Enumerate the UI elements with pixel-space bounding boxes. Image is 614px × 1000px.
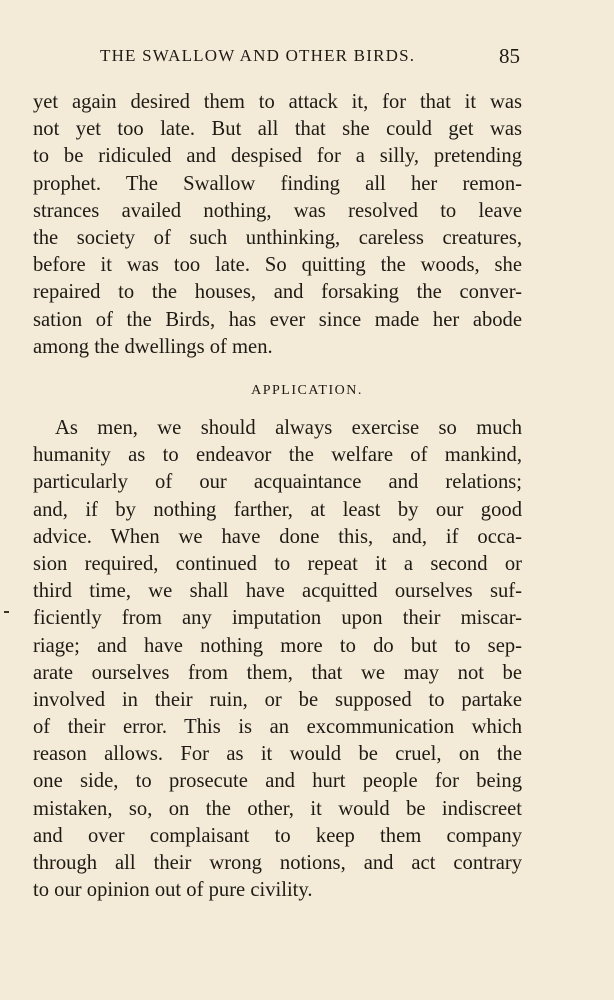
text-line: one side, to prosecute and hurt people for being [33, 770, 522, 793]
text-line: arate ourselves from them, that we may not be [33, 661, 522, 684]
text-line: humanity as to endeavor the welfare of mankind, [33, 444, 522, 467]
text-line: the society of such unthinking, careless creatures, [33, 226, 522, 249]
text-line: to be ridiculed and despised for a silly, pretending [33, 145, 522, 168]
text-line: mistaken, so, on the other, it would be indiscreet [33, 797, 522, 820]
page-number: 85 [499, 44, 520, 68]
text-line: sion required, continued to repeat it a second or [33, 552, 522, 575]
text-line: sation of the Birds, has ever since made her abode [33, 308, 522, 331]
text-line: prophet. The Swallow finding all her remon- [33, 172, 522, 195]
text-line: of their error. This is an excommunication which [33, 716, 522, 739]
text-line: and over complaisant to keep them company [33, 824, 522, 847]
paragraph-application [33, 415, 522, 904]
text-line: yet again desired them to attack it, for that it was [33, 91, 522, 113]
text-line: particularly of our acquaintance and relations; [33, 471, 522, 494]
text-line: repaired to the houses, and forsaking the conver- [33, 281, 522, 304]
text-line: through all their wrong notions, and act contrary [33, 852, 522, 874]
text-line: before it was too late. So quitting the woods, she [33, 254, 522, 277]
text-line: strances availed nothing, was resolved to leave [33, 199, 522, 222]
text-line: and, if by nothing farther, at least by our good [33, 498, 522, 521]
text-line: to our opinion out of pure civility. [33, 879, 313, 902]
text-line: involved in their ruin, or be supposed to partake [33, 688, 522, 711]
margin-mark [4, 611, 9, 613]
text-line: among the dwellings of men. [33, 335, 273, 358]
text-line: advice. When we have done this, and, if occa- [33, 525, 522, 548]
text-line: reason allows. For as it would be cruel, on the [33, 743, 522, 766]
section-heading: APPLICATION. [251, 383, 363, 398]
text-line: not yet too late. But all that she could get was [33, 118, 522, 141]
running-title: THE SWALLOW AND OTHER BIRDS. [100, 46, 416, 65]
text-line: ficiently from any imputation upon their miscar- [33, 607, 522, 630]
text-line: third time, we shall have acquitted ourselves suf- [33, 580, 522, 603]
running-head [92, 40, 522, 70]
text-line: As men, we should always exercise so much [55, 417, 522, 439]
text-line: riage; and have nothing more to do but to sep- [33, 634, 522, 657]
paragraph-fable-conclusion [33, 89, 522, 361]
